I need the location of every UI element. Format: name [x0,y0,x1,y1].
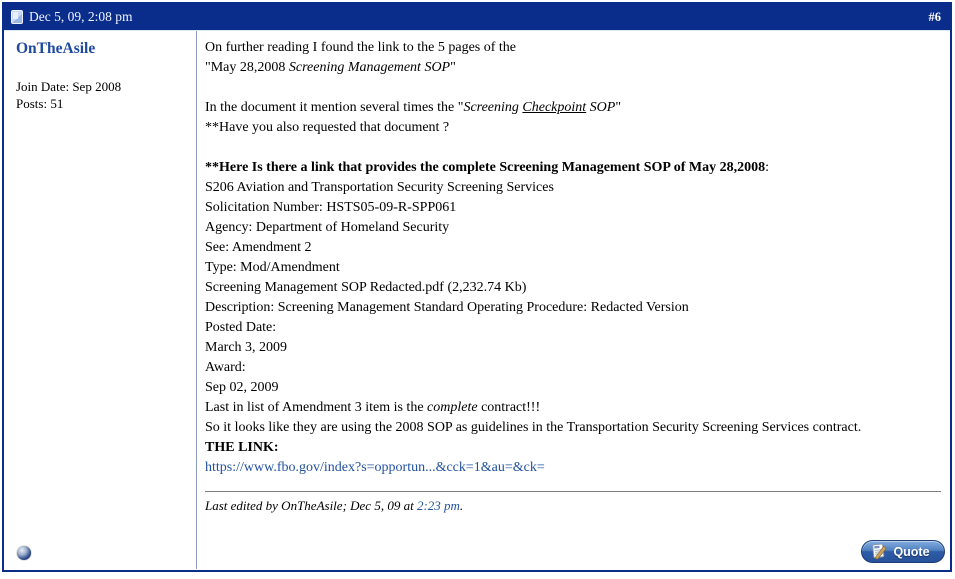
post-line [205,358,941,378]
post-line [205,398,941,418]
text-segment: Posted Date: [205,320,277,335]
text-segment: " [615,100,622,115]
quote-button-label: Quote [893,544,930,559]
post-document-icon [11,10,23,24]
text-segment: Agency: Department of Homeland Security [205,220,450,235]
post-line [205,218,941,238]
post-line [205,238,941,258]
username-link[interactable]: OnTheAsile [16,40,96,57]
edit-time-link[interactable]: 2:23 pm [416,498,460,513]
post-line [205,438,941,458]
titlebar-left [11,9,133,25]
post-line [205,58,941,78]
text-segment: Solicitation Number: HSTS05-09-R-SPP061 [205,200,457,215]
text-segment: : [765,160,769,175]
post-line [205,198,941,218]
last-edited-suffix: . [459,498,464,513]
text-segment: So it looks like they are using the 2008 SOP as guidelines in the Transportation Security Screening Services contract. [205,420,862,435]
post-date: Dec 5, 09, 2:08 pm [29,9,133,24]
post-line [205,158,941,178]
post-line [205,458,941,478]
post-line [205,418,941,438]
text-segment: "May 28,2008 [205,60,289,75]
last-edited-prefix: Last edited by OnTheAsile; Dec 5, 09 at [205,498,417,513]
text-segment: Checkpoint [522,100,587,115]
user-join-date: Join Date: Sep 2008 [16,79,122,94]
text-segment: Screening [463,100,523,115]
user-post-count: Posts: 51 [16,96,64,111]
text-segment: S206 Aviation and Transportation Security Screening Services [205,180,554,195]
user-meta [16,78,184,112]
post-line [205,378,941,398]
post-body [205,38,941,478]
post-line [205,318,941,338]
text-segment: On further reading I found the link to the 5 pages of the [205,40,517,55]
text-segment: " [450,60,456,75]
post-line [205,38,941,58]
post-line [205,98,941,118]
quote-button[interactable] [861,540,945,563]
text-segment: Type: Mod/Amendment [205,260,340,275]
post-line [205,118,941,138]
post-line [205,138,941,158]
post-line [205,338,941,358]
post-content-row [4,31,950,569]
post-main-cell [197,31,950,569]
online-status-icon [17,546,31,560]
quote-icon [870,542,889,561]
text-segment: contract!!! [477,400,541,415]
post-line [205,258,941,278]
text-segment: THE LINK: [205,440,279,455]
text-segment: **Here Is there a link that provides the complete Screening Management SOP of May 28,2008 [205,160,766,175]
text-segment: Sep 02, 2009 [205,380,279,395]
post-line [205,78,941,98]
text-segment: complete [427,400,478,415]
text-segment: Screening Management SOP Redacted.pdf (2,232.74 Kb) [205,280,527,295]
post-titlebar [4,4,950,31]
text-segment: Description: Screening Management Standard Operating Procedure: Redacted Version [205,300,689,315]
text-segment: SOP [586,100,616,115]
text-segment: In the document it mention several times the " [205,100,464,115]
text-segment: Last in list of Amendment 3 item is the [205,400,428,415]
post-number-link[interactable]: #6 [928,9,941,24]
post-line [205,298,941,318]
post-link[interactable]: https://www.fbo.gov/index?s=opportun...&cck=1&au=&ck= [205,460,545,475]
text-segment: See: Amendment 2 [205,240,312,255]
text-segment: March 3, 2009 [205,340,288,355]
text-segment: Screening Management SOP [288,60,451,75]
user-sidebar [4,31,197,569]
edit-divider [205,491,941,493]
last-edited-note [205,498,941,514]
post-line [205,278,941,298]
post-line [205,178,941,198]
text-segment: **Have you also requested that document ? [205,120,450,135]
text-segment: Award: [205,360,246,375]
forum-post [2,2,952,572]
